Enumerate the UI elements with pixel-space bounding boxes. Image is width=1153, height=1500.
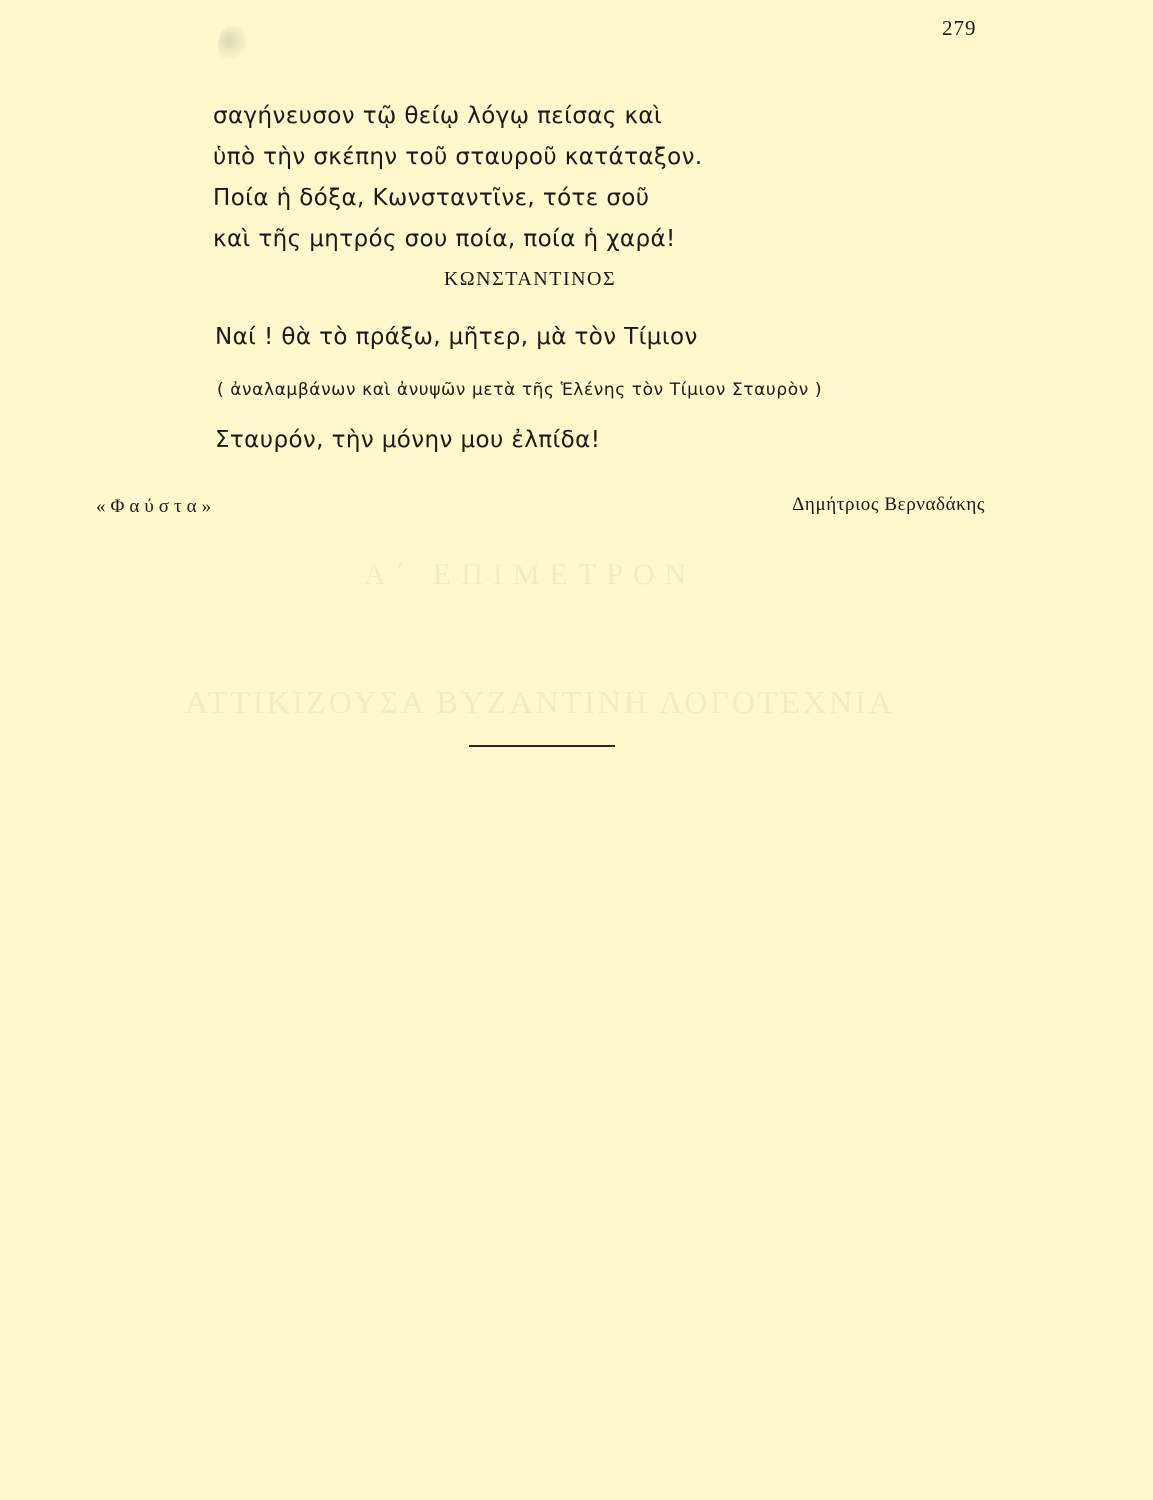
work-title: «Φαύστα» — [96, 496, 217, 517]
stage-direction: ( ἀναλαμβάνων καὶ ἀνυψῶν μετὰ τῆς Ἑλένης τὸν Τίμιον Σταυρὸν ) — [217, 380, 823, 400]
author-name: Δημήτριος Βερναδάκης — [792, 494, 985, 515]
ink-smudge — [218, 26, 246, 64]
end-rule — [469, 745, 615, 747]
verse-line: ὑπὸ τὴν σκέπην τοῦ σταυροῦ κατάταξον. — [213, 144, 703, 170]
verse-block — [213, 96, 703, 260]
verse-line: σαγήνευσον τῷ θείῳ λόγῳ πείσας καὶ — [213, 103, 663, 129]
reply-line: Ναί ! θὰ τὸ πράξω, μῆτερ, μὰ τὸν Τίμιον — [215, 324, 698, 350]
bleed-through-heading: Α΄ ΕΠΙΜΕΤΡΟΝ — [363, 558, 697, 591]
speaker-name: ΚΩΝΣΤΑΝΤΙΝΟΣ — [443, 268, 617, 290]
verse-line: καὶ τῆς μητρός σου ποία, ποία ἡ χαρά! — [213, 226, 676, 252]
bleed-through-subheading: ΑΤΤΙΚΙΖΟΥΣΑ ΒΥΖΑΝΤΙΝΗ ΛΟΓΟΤΕΧΝΙΑ — [185, 684, 895, 720]
page-number: 279 — [942, 16, 977, 40]
reply-line: Σταυρόν, τὴν μόνην μου ἐλπίδα! — [215, 427, 601, 453]
verse-line: Ποία ἡ δόξα, Κωνσταντῖνε, τότε σοῦ — [213, 185, 650, 211]
